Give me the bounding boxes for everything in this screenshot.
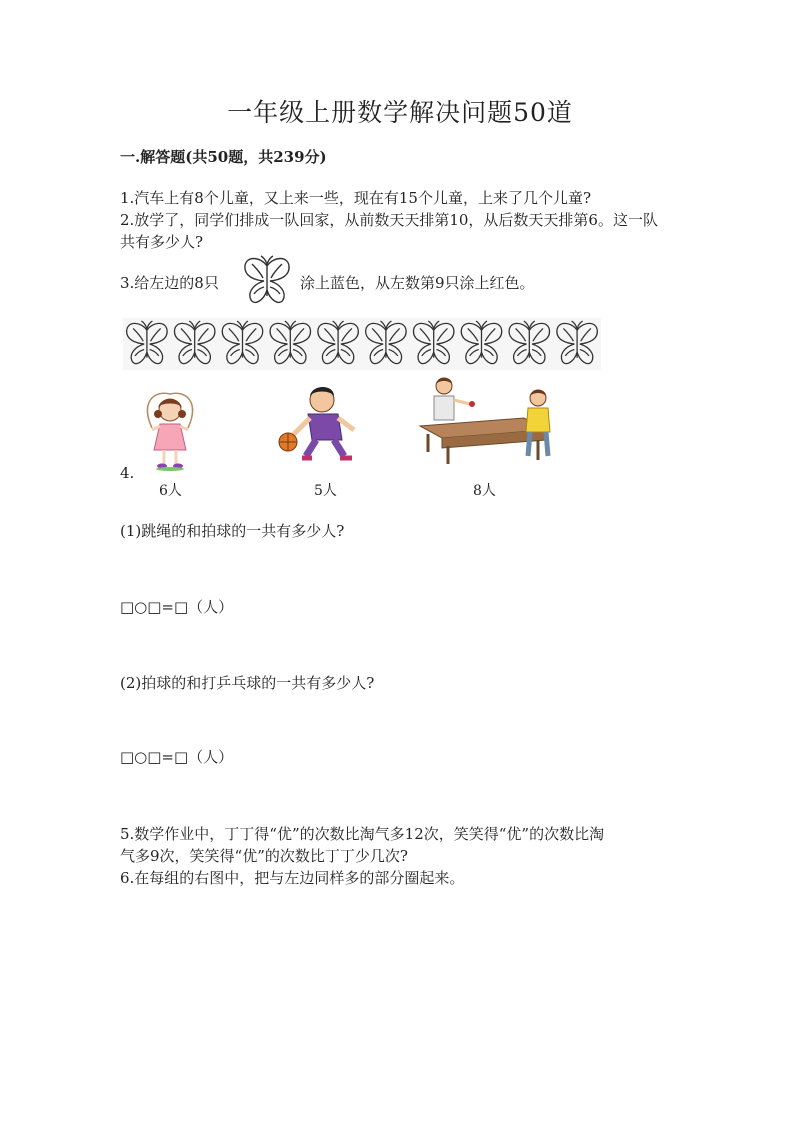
question-5-line-1: 5.数学作业中，丁丁得“优”的次数比淘气多12次，笑笑得“优”的次数比淘 bbox=[120, 825, 605, 843]
question-3-text-after: 涂上蓝色，从左数第9只涂上红色。 bbox=[300, 274, 535, 292]
butterfly-icon bbox=[461, 321, 501, 363]
butterfly-icon bbox=[242, 254, 292, 308]
ping-pong-table-icon bbox=[418, 376, 558, 468]
girl-jump-rope-icon bbox=[140, 392, 200, 472]
question-2-line-1: 2.放学了，同学们排成一队回家，从前数天天排第10，从后数天天排第6。这一队 bbox=[120, 211, 658, 229]
question-4-sub-1: (1)跳绳的和拍球的一共有多少人? bbox=[120, 522, 345, 540]
question-4-answer-2: □○□=□（人） bbox=[120, 748, 234, 766]
butterfly-icon bbox=[413, 321, 453, 363]
figure-3-caption: 8人 bbox=[473, 483, 496, 499]
question-2-line-2: 共有多少人? bbox=[120, 233, 204, 251]
butterfly-icon bbox=[366, 321, 406, 363]
butterfly-icon bbox=[509, 321, 549, 363]
question-6: 6.在每组的右图中，把与左边同样多的部分圈起来。 bbox=[120, 869, 465, 887]
butterfly-icon bbox=[270, 321, 310, 363]
butterfly-icon bbox=[174, 321, 214, 363]
figure-1-caption: 6人 bbox=[159, 483, 182, 499]
question-1: 1.汽车上有8个儿童，又上来一些，现在有15个儿童，上来了几个儿童? bbox=[120, 189, 591, 207]
question-3-text-before: 3.给左边的8只 bbox=[120, 274, 219, 292]
butterfly-icon bbox=[318, 321, 358, 363]
butterfly-icon bbox=[557, 321, 597, 363]
question-4-number: 4. bbox=[120, 464, 135, 482]
section-heading: 一.解答题(共50题，共239分) bbox=[120, 148, 327, 166]
butterfly-icon bbox=[222, 321, 262, 363]
question-4-sub-2: (2)拍球的和打乒乓球的一共有多少人? bbox=[120, 674, 375, 692]
question-5-line-2: 气多9次，笑笑得“优”的次数比丁丁少几次? bbox=[120, 847, 408, 865]
boy-basketball-icon bbox=[272, 384, 364, 470]
figure-2-caption: 5人 bbox=[314, 483, 337, 499]
butterfly-icon bbox=[127, 321, 167, 363]
butterfly-row bbox=[123, 318, 601, 370]
question-4-answer-1: □○□=□（人） bbox=[120, 598, 234, 616]
page-title: 一年级上册数学解决问题50道 bbox=[227, 98, 573, 127]
